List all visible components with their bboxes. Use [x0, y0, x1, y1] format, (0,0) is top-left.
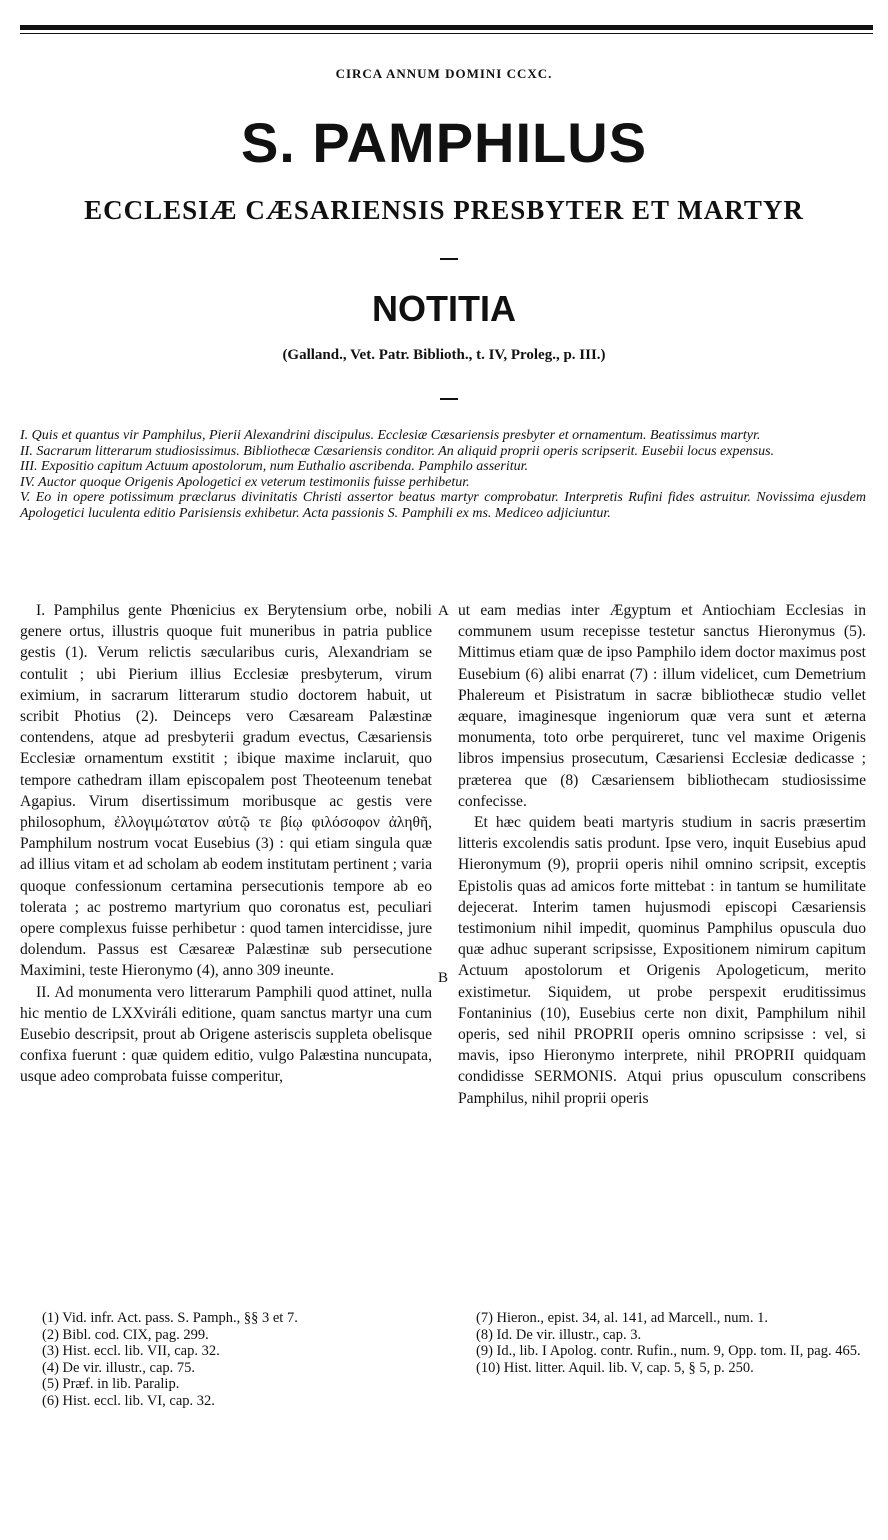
footnote: (10) Hist. litter. Aquil. lib. V, cap. 5, § 5, p. 250.: [476, 1359, 754, 1376]
divider: [440, 398, 458, 400]
paragraph: I. Pamphilus gente Phœnicius ex Berytensium orbe, nobili genere ortus, illustris quoque fuit muneribus in patria publice gestis (1). Verum relictis sæcularibus curis, Alexandriam se contulit ; ubi Pierium illius Ecclesiæ presbyterum, virum eximium, in sacrarum litterarum studio doctorem habuit, ut scribit Photius (2). Deinceps vero Cæsaream Palæstinæ contendens, atque ad presbyterii gradum evectus, Cæsariensis Ecclesiæ ornamentum exstitit ; ibique maxime inclaruit, quo tempore cathedram illam episcopalem post Theoteenum tenebat Agapius. Virum disertissimum moribusque ac gestis vere philosophum, ἐλλογιμώτατον αὐτῷ τε βίῳ φιλόσοφον ἀληθῆ, Pamphilum nostrum vocat Eusebius (3) : qui etiam singula quæ ad illius vitam et ad scholam ab eodem institutam pertinent ; varia quoque confessionum certamina persecutionis tempore ab eo tolerata ; ac postremo martyrium quo coronatus est, peculiari opere complexus fuisse perhibetur : quod tamen intercidisse, jure dolendum. Passus est Cæsareæ Palæstinæ sub persecutione Maximini, teste Hieronymo (4), anno 309 ineunte.: [20, 602, 432, 980]
source-citation: (Galland., Vet. Patr. Biblioth., t. IV, Proleg., p. III.): [282, 347, 606, 363]
footnotes-left: [42, 1310, 298, 1409]
footnote: (1) Vid. infr. Act. pass. S. Pamph., §§ 3 et 7.: [42, 1310, 298, 1326]
footnote: (5) Præf. in lib. Paralip.: [42, 1376, 180, 1392]
subtitle: ECCLESIÆ CÆSARIENSIS PRESBYTER ET MARTYR: [84, 195, 804, 225]
summary-item: V. Eo in opere potissimum præclarus divinitatis Christi assertor beatus martyr comprobatur. Interpretis Rufini fides astruitur. Novissima ejusdem Apologetici luculenta editio Parisiensis exhibetur. Acta passionis S. Pamphili ex ms. Mediceo adjiciuntur.: [20, 490, 866, 521]
footnote: (6) Hist. eccl. lib. VI, cap. 32.: [42, 1392, 215, 1409]
summary-item: IV. Auctor quoque Origenis Apologetici ex veterum testimoniis fuisse perhibetur.: [20, 474, 470, 490]
right-column: [458, 600, 866, 1109]
top-rule: [20, 25, 873, 30]
footnote: (9) Id., lib. I Apolog. contr. Rufin., num. 9, Opp. tom. II, pag. 465.: [476, 1343, 861, 1359]
left-column: [20, 600, 432, 1088]
footnote: (3) Hist. eccl. lib. VII, cap. 32.: [42, 1343, 220, 1359]
page-title: S. PAMPHILUS: [240, 111, 648, 174]
paragraph: Et hæc quidem beati martyris studium in sacris præsertim litteris excolendis satis produnt. Ipse vero, inquit Eusebius apud Hieronymum (9), proprii operis nihil omnino scripsit, exceptis Epistolis quas ad amicos forte mittebat : in tantum se humilitate dejecerat. Interim tamen hujusmodi episcopi Cæsariensis testimonium nihil impedit, quominus Pamphilus opuscula duo quæ adhuc superant scripsisse, Expositionem nimirum capitum Actuum apostolorum et Origenis Apologeticum, merito existimetur. Siquidem, ut probe perspexit eruditissimus Fontaninius (10), Eusebius certe non dixit, Pamphilum nihil operis, sed nihil PROPRII operis omnino scripsisse : vel, si mavis, ipso Hieronymo interprete, nihil PROPRII quidquam condidisse SERMONIS. Atqui prius opusculum conscribens Pamphilus, nihil proprii operis: [458, 814, 866, 1107]
summary-item: III. Expositio capitum Actuum apostolorum, num Euthalio ascribenda. Pamphilo asseritur.: [20, 459, 528, 474]
summary: [20, 428, 866, 521]
footnotes-right: [476, 1310, 866, 1376]
divider: [440, 258, 458, 260]
footnote: (2) Bibl. cod. CIX, pag. 299.: [42, 1326, 209, 1343]
section-title: NOTITIA: [372, 288, 516, 329]
footnote: (8) Id. De vir. illustr., cap. 3.: [476, 1326, 642, 1343]
summary-item: II. Sacrarum litterarum studiosissimus. Bibliothecæ Cæsariensis conditor. An aliquid proprii operis scripserit. Eusebii locus expensus.: [20, 443, 775, 459]
margin-marker-a: A: [438, 603, 449, 619]
paragraph: ut eam medias inter Ægyptum et Antiochiam Ecclesias in communem usum recepisse testetur sanctus Hieronymus (5). Mittimus etiam quæ de ipso Pamphilo idem doctor maximus post Eusebium (6) alibi enarrat (7) : illum videlicet, cum Demetrium Phalereum et Pisistratum in sacræ bibliothecæ studio vellet æquare, imaginesque ingeniorum quæ vera sunt et æterna monumenta, toto orbe perquireret, tunc vel maxime Origenis libros impensius prosecutum, Cæsariensi Ecclesiæ dedicasse ; præterea que (8) Cæsariensem bibliothecam studiosissime confecisse.: [458, 602, 866, 810]
footnote: (7) Hieron., epist. 34, al. 141, ad Marcell., num. 1.: [476, 1310, 768, 1326]
margin-marker-b: B: [438, 970, 449, 986]
top-rule-thin: [20, 33, 873, 34]
summary-item: I. Quis et quantus vir Pamphilus, Pierii Alexandrini discipulus. Ecclesiæ Cæsariensis presbyter et ornamentum. Beatissimus martyr.: [20, 428, 761, 443]
date-heading: CIRCA ANNUM DOMINI CCXC.: [335, 66, 553, 81]
paragraph: II. Ad monumenta vero litterarum Pamphili quod attinet, nulla hic mentio de LXXviráli editione, quam sanctus martyr una cum Eusebio descripsit, prout ab Origene asteriscis suppleta obelisque confixa fuerunt : quæ quidem editio, vulgo Palæstina nuncupata, usque adeo comprobata fuisse comperitur,: [20, 983, 432, 1086]
footnote: (4) De vir. illustr., cap. 75.: [42, 1359, 196, 1376]
